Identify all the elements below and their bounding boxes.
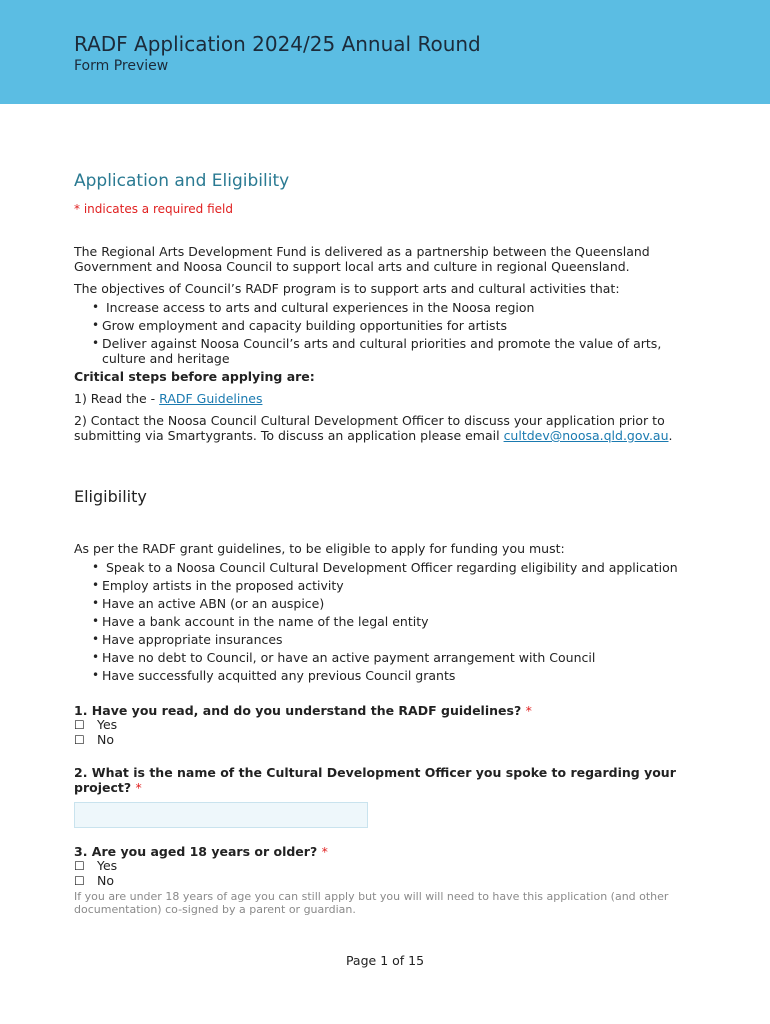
list-item: • Have successfully acquitted any previous Council grants [92,668,684,683]
q1-option-no[interactable]: ☐ No [74,731,114,747]
checkbox-icon[interactable]: ☐ [74,732,85,747]
eligibility-intro: As per the RADF grant guidelines, to be eligible to apply for funding you must: [74,541,565,556]
list-item: • Employ artists in the proposed activity [92,578,684,593]
step-1: 1) Read the - RADF Guidelines [74,391,263,406]
list-item: • Speak to a Noosa Council Cultural Development Officer regarding eligibility and application [92,560,684,575]
step-2: 2) Contact the Noosa Council Cultural Development Officer to discuss your application prior to submitting via Smartygrants. To discuss an application please email cultdev@noosa.qld.gov.au. [74,413,673,443]
list-item: • Deliver against Noosa Council’s arts and cultural priorities and promote the value of arts, culture and heritage [92,336,684,366]
email-link[interactable]: cultdev@noosa.qld.gov.au [503,428,669,443]
q3-hint: If you are under 18 years of age you can still apply but you will will need to have this application (and other documentation) co-signed by a parent or guardian. [74,890,669,916]
checkbox-icon[interactable]: ☐ [74,873,85,888]
form-content [74,168,684,916]
list-item: • Have a bank account in the name of the legal entity [92,614,684,629]
list-item: • Have no debt to Council, or have an active payment arrangement with Council [92,650,684,665]
objectives-list [74,300,684,366]
cdo-name-input[interactable] [74,802,368,828]
objectives-intro: The objectives of Council’s RADF program is to support arts and cultural activities that: [74,281,620,296]
page-header [0,0,770,104]
list-item: • Have an active ABN (or an auspice) [92,596,684,611]
eligibility-list [74,560,684,683]
checkbox-icon[interactable]: ☐ [74,859,85,873]
page-number: Page 1 of 15 [345,953,425,968]
critical-steps-heading: Critical steps before applying are: [74,369,315,384]
question-3: 3. Are you aged 18 years or older? * [74,844,328,859]
question-2: 2. What is the name of the Cultural Development Officer you spoke to regarding your project? * [74,765,676,795]
section-heading: Application and Eligibility [74,171,290,191]
list-item: • Increase access to arts and cultural experiences in the Noosa region [92,300,684,315]
q1-option-yes[interactable]: ☐ Yes [74,717,118,732]
list-item: • Have appropriate insurances [92,632,684,647]
form-subtitle: Form Preview [74,58,169,74]
radf-guidelines-link[interactable]: RADF Guidelines [159,391,263,406]
list-item: • Grow employment and capacity building opportunities for artists [92,318,684,333]
intro-paragraph: The Regional Arts Development Fund is delivered as a partnership between the Queensland Government and Noosa Council to support local arts and culture in regional Queensland. [74,244,650,274]
question-1: 1. Have you read, and do you understand the RADF guidelines? * [74,703,532,718]
required-field-note: * indicates a required field [74,202,233,216]
form-title: RADF Application 2024/25 Annual Round [74,32,481,56]
checkbox-icon[interactable]: ☐ [74,718,85,732]
q3-option-yes[interactable]: ☐ Yes [74,858,118,873]
q3-option-no[interactable]: ☐ No [74,872,114,888]
eligibility-heading: Eligibility [74,487,147,506]
